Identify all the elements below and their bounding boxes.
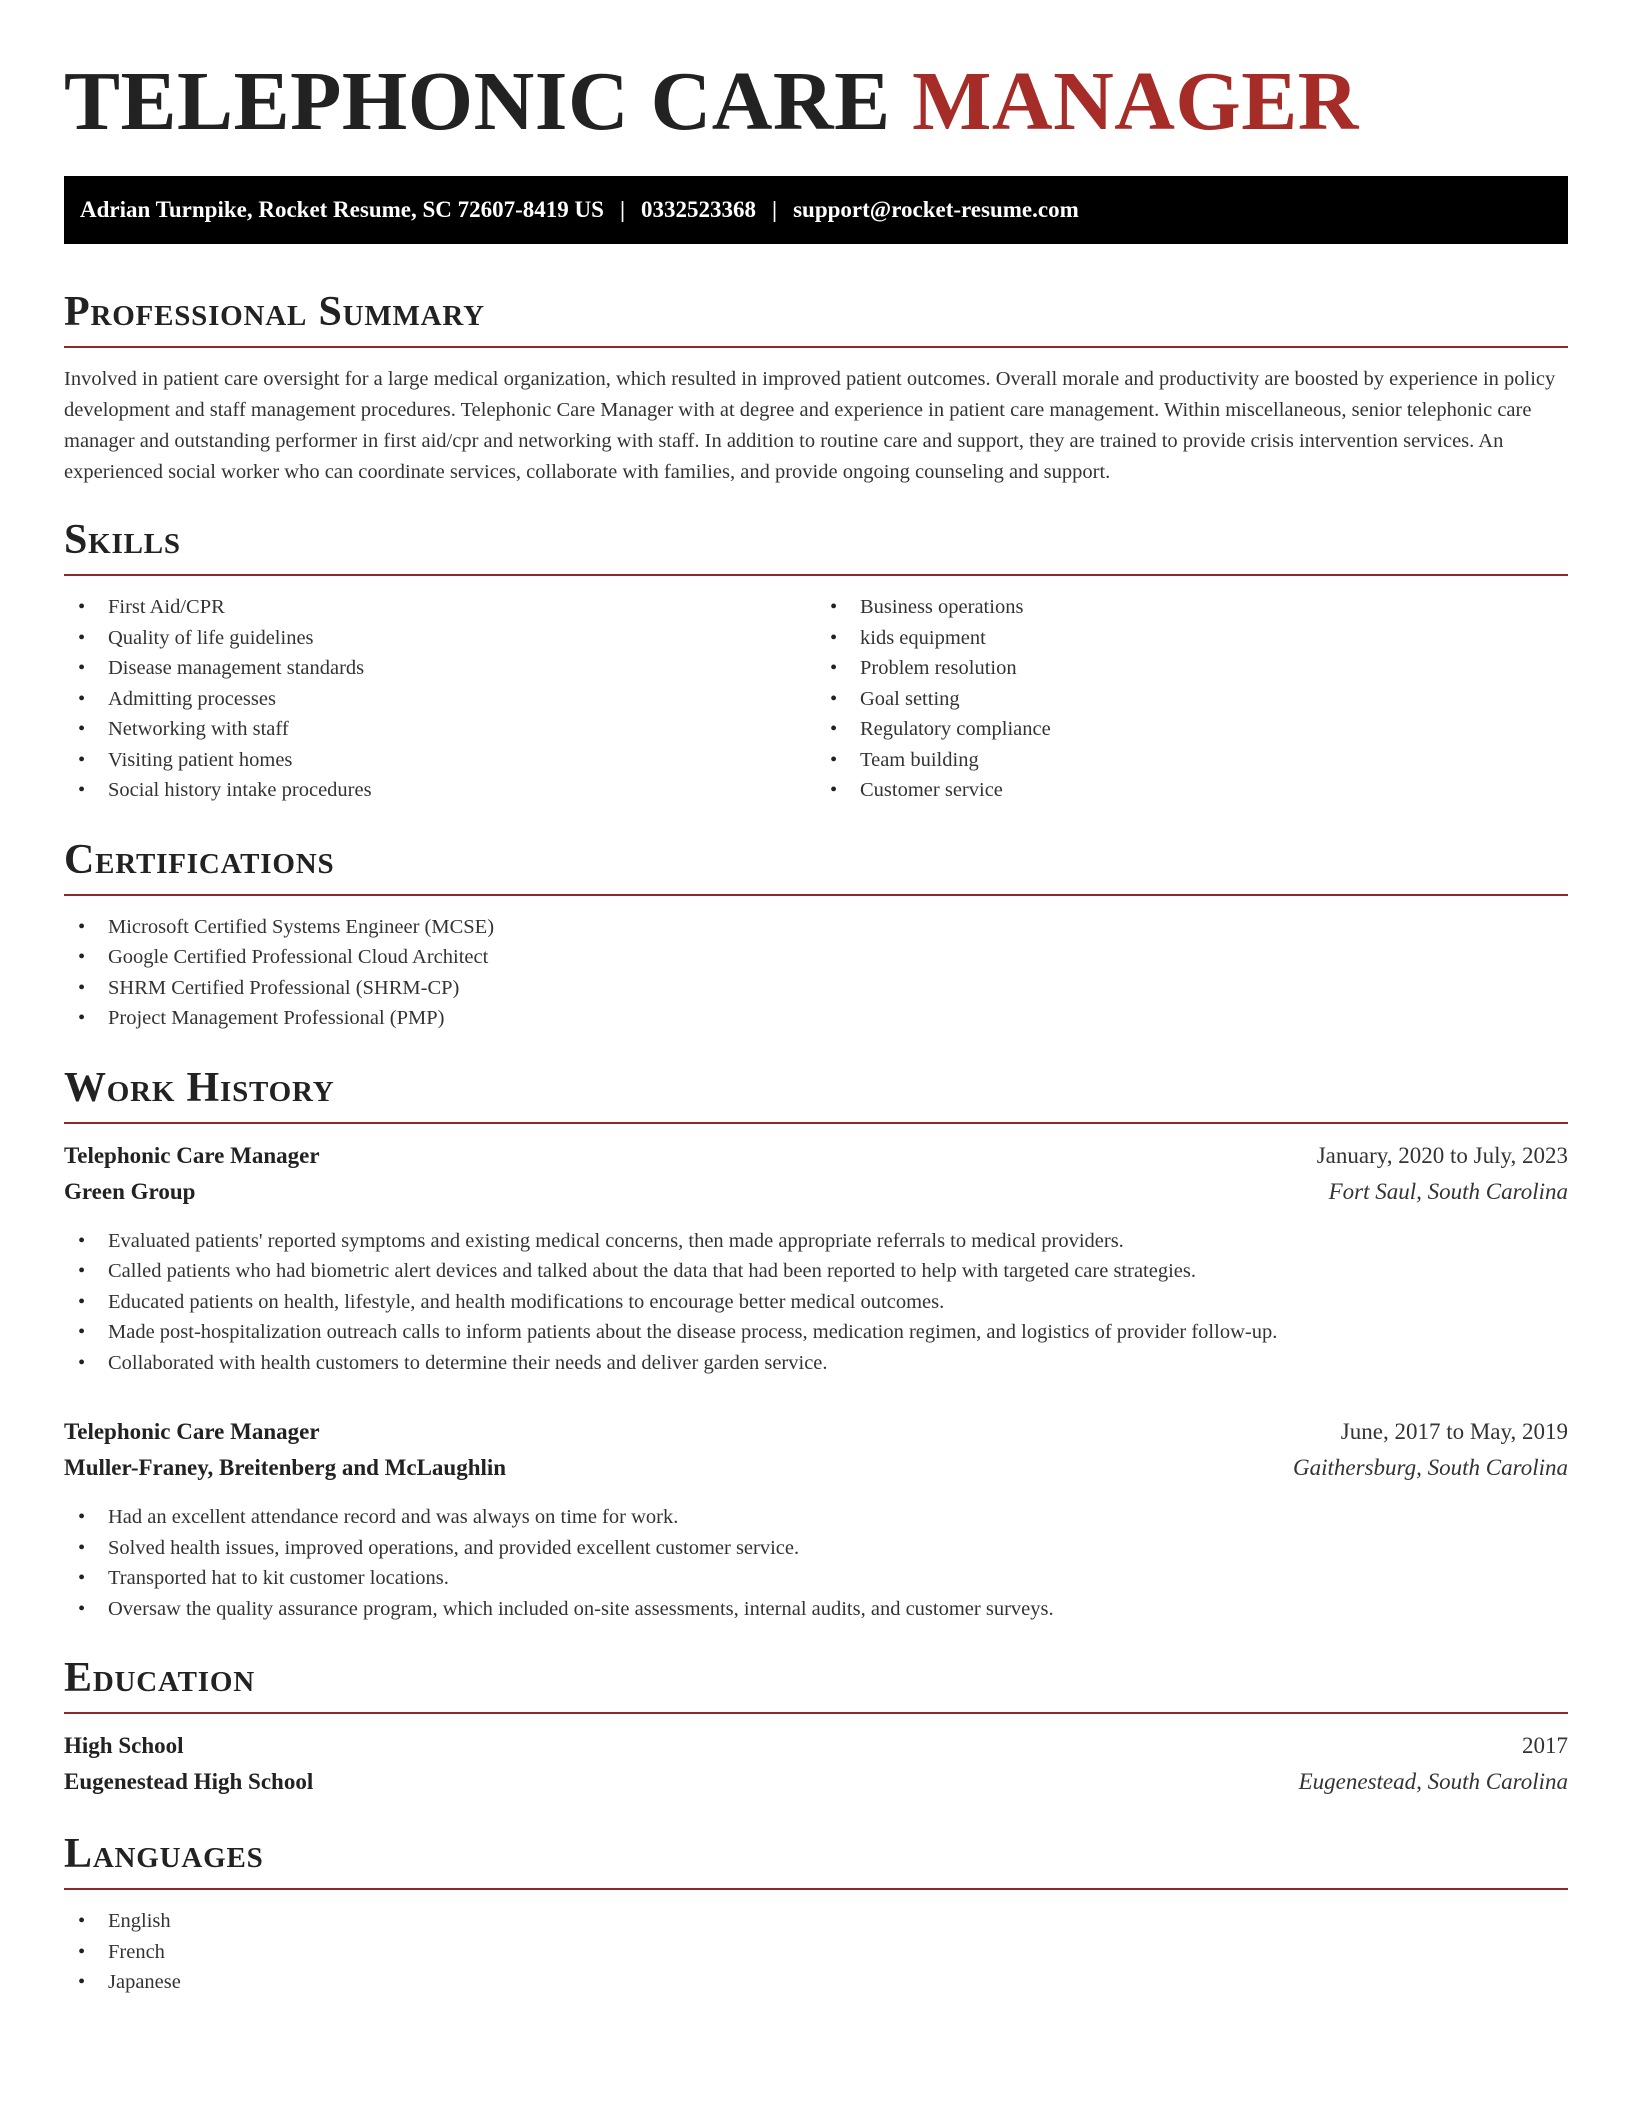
- skills-list: [64, 592, 816, 806]
- section-divider: [64, 894, 1568, 896]
- skill-item: • First Aid/CPR: [64, 592, 816, 623]
- job-bullet: • Solved health issues, improved operations, and provided excellent customer service.: [64, 1533, 1568, 1564]
- skill-item: • Social history intake procedures: [64, 775, 816, 806]
- work-history-section: [64, 1064, 1568, 1625]
- job-role: Telephonic Care Manager: [64, 1142, 320, 1168]
- job-bullet: • Educated patients on health, lifestyle, and health modifications to encourage better medical outcomes.: [64, 1287, 1568, 1318]
- contact-phone[interactable]: 0332523368: [641, 197, 757, 222]
- education-section: [64, 1654, 1568, 1800]
- education-entry: [64, 1728, 1568, 1800]
- contact-separator: |: [619, 197, 626, 222]
- job-subheader: [64, 1174, 1568, 1210]
- education-year: 2017: [1522, 1733, 1568, 1758]
- title-accent: MANAGER: [912, 55, 1359, 148]
- skills-column-left: [64, 576, 816, 806]
- contact-bar: [64, 176, 1568, 244]
- job-location: Gaithersburg, South Carolina: [1293, 1455, 1568, 1480]
- job-bullet: • Evaluated patients' reported symptoms and existing medical concerns, then made appropriate referrals to medical providers.: [64, 1226, 1568, 1257]
- certifications-section: [64, 836, 1568, 1034]
- skill-item: • Team building: [816, 745, 1568, 776]
- skill-item: • Goal setting: [816, 684, 1568, 715]
- certification-item: • SHRM Certified Professional (SHRM-CP): [64, 973, 1568, 1004]
- language-item: • French: [64, 1937, 1568, 1968]
- skills-column-right: [816, 576, 1568, 806]
- job-entry: [64, 1138, 1568, 1379]
- education-school: Eugenestead High School: [64, 1769, 314, 1794]
- job-bullet: • Called patients who had biometric alert devices and talked about the data that had been reported to help with targeted care strategies.: [64, 1256, 1568, 1287]
- languages-section: [64, 1830, 1568, 1998]
- skill-item: • Business operations: [816, 592, 1568, 623]
- education-location: Eugenestead, South Carolina: [1298, 1769, 1568, 1794]
- skills-list: [816, 592, 1568, 806]
- job-bullet: • Collaborated with health customers to determine their needs and deliver garden service.: [64, 1348, 1568, 1379]
- job-bullet: • Oversaw the quality assurance program, which included on-site assessments, internal audits, and customer surveys.: [64, 1594, 1568, 1625]
- contact-address: Adrian Turnpike, Rocket Resume, SC 72607-8419 US: [80, 197, 604, 222]
- job-header: [64, 1138, 1568, 1174]
- section-divider: [64, 1122, 1568, 1124]
- languages-list: [64, 1906, 1568, 1998]
- section-divider: [64, 1888, 1568, 1890]
- section-title: Certifications: [64, 836, 335, 883]
- skill-item: • Problem resolution: [816, 653, 1568, 684]
- contact-email[interactable]: support@rocket-resume.com: [793, 197, 1079, 222]
- skill-item: • Admitting processes: [64, 684, 816, 715]
- certification-item: • Project Management Professional (PMP): [64, 1003, 1568, 1034]
- education-subheader: [64, 1764, 1568, 1800]
- section-title: Education: [64, 1655, 255, 1701]
- education-header: [64, 1728, 1568, 1764]
- skill-item: • Customer service: [816, 775, 1568, 806]
- job-bullet: • Transported hat to kit customer locations.: [64, 1563, 1568, 1594]
- job-bullets: [64, 1502, 1568, 1624]
- job-company: Green Group: [64, 1178, 196, 1204]
- certification-item: • Microsoft Certified Systems Engineer (MCSE): [64, 912, 1568, 943]
- job-header: [64, 1414, 1568, 1450]
- job-bullets: [64, 1226, 1568, 1379]
- summary-text: Involved in patient care oversight for a large medical organization, which resulted in improved patient outcomes. Overall morale and productivity are boosted by experience in policy development and staff management procedures. Telephonic Care Manager with at degree and experience in patient care management. Within miscellaneous, senior telephonic care manager and outstanding performer in first aid/cpr and networking with staff. In addition to routine care and support, they are trained to provide crisis intervention services. An experienced social worker who can coordinate services, collaborate with families, and provide ongoing counseling and support.: [64, 368, 1556, 483]
- job-role: Telephonic Care Manager: [64, 1419, 320, 1444]
- education-degree: High School: [64, 1733, 184, 1758]
- title-main: TELEPHONIC CARE: [64, 55, 891, 148]
- section-title: Professional Summary: [64, 289, 485, 335]
- skills-columns: [64, 576, 1568, 806]
- job-company: Muller-Franey, Breitenberg and McLaughlin: [64, 1455, 507, 1480]
- certifications-list: [64, 912, 1568, 1034]
- skills-section: [64, 516, 1568, 806]
- job-subheader: [64, 1450, 1568, 1486]
- skill-item: • Visiting patient homes: [64, 745, 816, 776]
- language-item: • English: [64, 1906, 1568, 1937]
- skill-item: • kids equipment: [816, 623, 1568, 654]
- job-location: Fort Saul, South Carolina: [1328, 1178, 1568, 1204]
- summary-section: [64, 288, 1568, 488]
- skill-item: • Networking with staff: [64, 714, 816, 745]
- skill-item: • Disease management standards: [64, 653, 816, 684]
- job-bullet: • Made post-hospitalization outreach calls to inform patients about the disease process, medication regimen, and logistics of provider follow-up.: [64, 1317, 1568, 1348]
- section-title: Skills: [64, 517, 181, 563]
- section-divider: [64, 1712, 1568, 1714]
- resume-title: [64, 56, 1568, 148]
- job-entry: [64, 1414, 1568, 1624]
- skill-item: • Quality of life guidelines: [64, 623, 816, 654]
- job-bullet: • Had an excellent attendance record and was always on time for work.: [64, 1502, 1568, 1533]
- job-dates: January, 2020 to July, 2023: [1316, 1142, 1568, 1168]
- skill-item: • Regulatory compliance: [816, 714, 1568, 745]
- contact-separator: |: [772, 197, 778, 222]
- section-divider: [64, 346, 1568, 348]
- section-title: Languages: [64, 1831, 264, 1877]
- certification-item: • Google Certified Professional Cloud Architect: [64, 942, 1568, 973]
- section-title: Work History: [64, 1064, 335, 1111]
- language-item: • Japanese: [64, 1967, 1568, 1998]
- job-dates: June, 2017 to May, 2019: [1340, 1419, 1568, 1444]
